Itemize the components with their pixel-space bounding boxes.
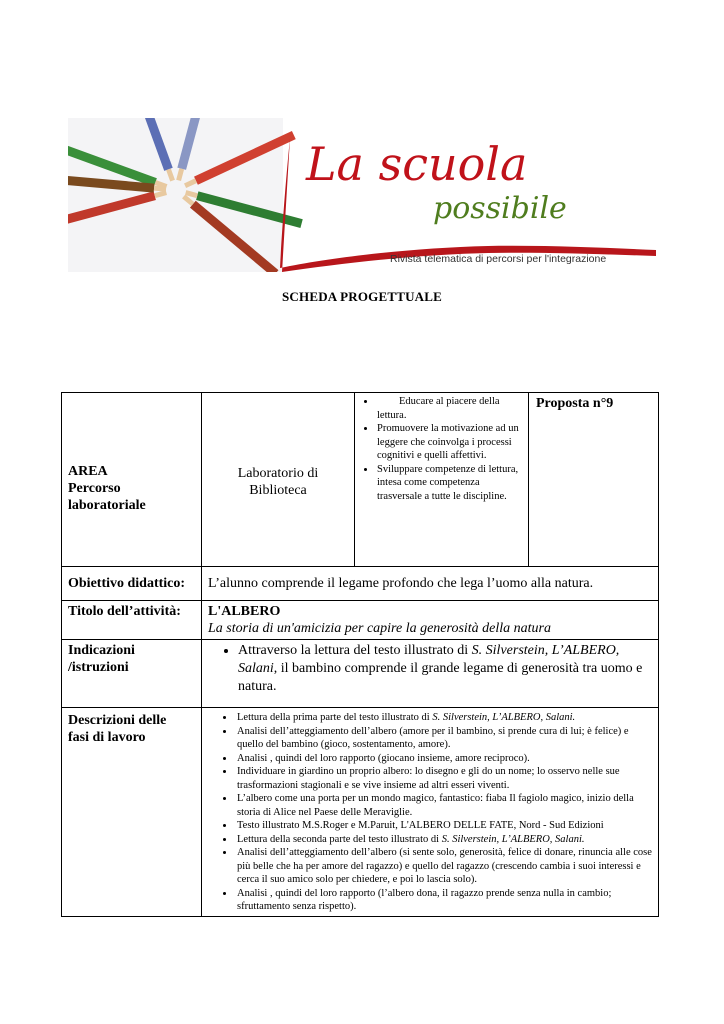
area-value [202, 393, 355, 567]
logo-tagline: Rivista telematica di percorsi per l'integrazione [390, 253, 607, 265]
area-value-line: Biblioteca [249, 482, 307, 498]
indicazioni-row [62, 640, 659, 708]
area-label [62, 393, 202, 567]
obiettivo-row [62, 567, 659, 601]
descrizioni-label-line: fasi di lavoro [68, 730, 146, 745]
fase-item [235, 833, 652, 847]
indicazioni-label-line: Indicazioni [68, 643, 135, 658]
fase-item: • L’albero come una porta per un mondo magico, fantastico: fiaba Il fagiolo magico, inizio della storia di Alice nel Paese delle Meraviglie. [235, 792, 652, 819]
fase-item: • Individuare in giardino un proprio albero: lo disegno e gli do un nome; lo osservo nelle sue trasformazioni stagionali e se vive insieme ad altri esseri viventi. [235, 765, 652, 792]
indicazioni-value [202, 640, 659, 708]
pencil-tip [154, 188, 166, 189]
pencil-tip [155, 193, 167, 196]
area-label-line: laboratoriale [68, 498, 146, 513]
project-table [61, 392, 659, 917]
fase-text: Lettura della seconda parte del testo illustrato di [237, 833, 442, 845]
indicazioni-text: , il bambino comprende il grande legame di generosità tra uomo e natura. [238, 661, 643, 694]
titolo-row [62, 601, 659, 640]
objectives-list [357, 395, 524, 503]
objective-item [376, 395, 524, 422]
indicazioni-label [62, 640, 202, 708]
indicazioni-label-line: /istruzioni [68, 660, 129, 675]
descrizioni-label-line: Descrizioni delle [68, 713, 167, 728]
obiettivo-label: Obiettivo didattico: [62, 567, 202, 601]
fase-item [235, 711, 652, 725]
fase-item: • Analisi dell’atteggiamento dell’albero (amore per il bambino, si prende cura di lui; è felice) e quello del bambino (gioco, sostentamento, amore). [235, 725, 652, 752]
descrizioni-label [62, 708, 202, 917]
area-label-line: Percorso [68, 481, 121, 496]
indicazioni-text: Attraverso la lettura del testo illustrato di [238, 643, 472, 658]
logo-title-line2: possibile [433, 191, 567, 226]
descrizioni-value [202, 708, 659, 917]
pencil-tip [179, 169, 182, 181]
titolo-label: Titolo dell’attività: [62, 601, 202, 640]
fase-item: • Testo illustrato M.S.Roger e M.Paruit, L'ALBERO DELLE FATE, Nord - Sud Edizioni [235, 819, 652, 833]
pencil-tip [186, 193, 198, 196]
fase-text: Lettura della prima parte del testo illustrato di [237, 712, 433, 723]
indicazioni-book: S. Silverstein, L’ALBERO, Salani [238, 643, 620, 676]
area-value-line: Laboratorio di [237, 465, 319, 481]
fase-book: S. Silverstein, L’ALBERO, Salani. [432, 712, 576, 723]
fase-item: • Analisi dell’atteggiamento dell’albero (si sente solo, generosità, felice di donare, rinuncia alle cose più belle che ha per amore del ragazzo) e quello del ragazzo (crescendo cambia i suoi interessi e cerca il suo amico solo per chiedere, e poi lo lascia solo). [235, 846, 652, 887]
titolo-main: L'ALBERO [208, 604, 281, 619]
titolo-value [202, 601, 659, 640]
titolo-subtitle: La storia di un'amicizia per capire la generosità della natura [208, 621, 551, 636]
area-row [62, 393, 659, 567]
logo-graphic [68, 118, 656, 272]
descrizioni-row [62, 708, 659, 917]
objective-text: Sviluppare competenze di lettura, intesa come competenza trasversale a tutte le discipline. [377, 463, 519, 502]
indicazioni-item [238, 642, 652, 696]
indicazioni-list [208, 642, 652, 696]
objective-item [376, 422, 524, 463]
logo-banner [68, 118, 656, 272]
fase-item: • Analisi , quindi del loro rapporto (giocano insieme, amore reciproco). [235, 752, 652, 766]
obiettivo-value: L’alunno comprende il legame profondo che lega l’uomo alla natura. [202, 567, 659, 601]
proposal-number: Proposta n°9 [529, 393, 659, 567]
descrizioni-list [208, 711, 652, 914]
objective-text: Promuovere la motivazione ad un leggere che coinvolga i processi cognitivi e quelli affettivi. [377, 423, 519, 461]
area-label-line: AREA [68, 464, 108, 479]
objective-item [376, 463, 524, 504]
logo-title-line1: La scuola [306, 137, 528, 191]
objective-text: Educare al piacere della lettura. [377, 396, 500, 421]
fase-item: • Analisi , quindi del loro rapporto (l’albero dona, il ragazzo prende senza nulla in cambio; sfruttamento senza rispetto). [235, 887, 652, 914]
document-title: SCHEDA PROGETTUALE [282, 289, 442, 304]
objectives-cell [355, 393, 529, 567]
fase-book: S. Silverstein, L’ALBERO, Salani. [441, 833, 585, 845]
